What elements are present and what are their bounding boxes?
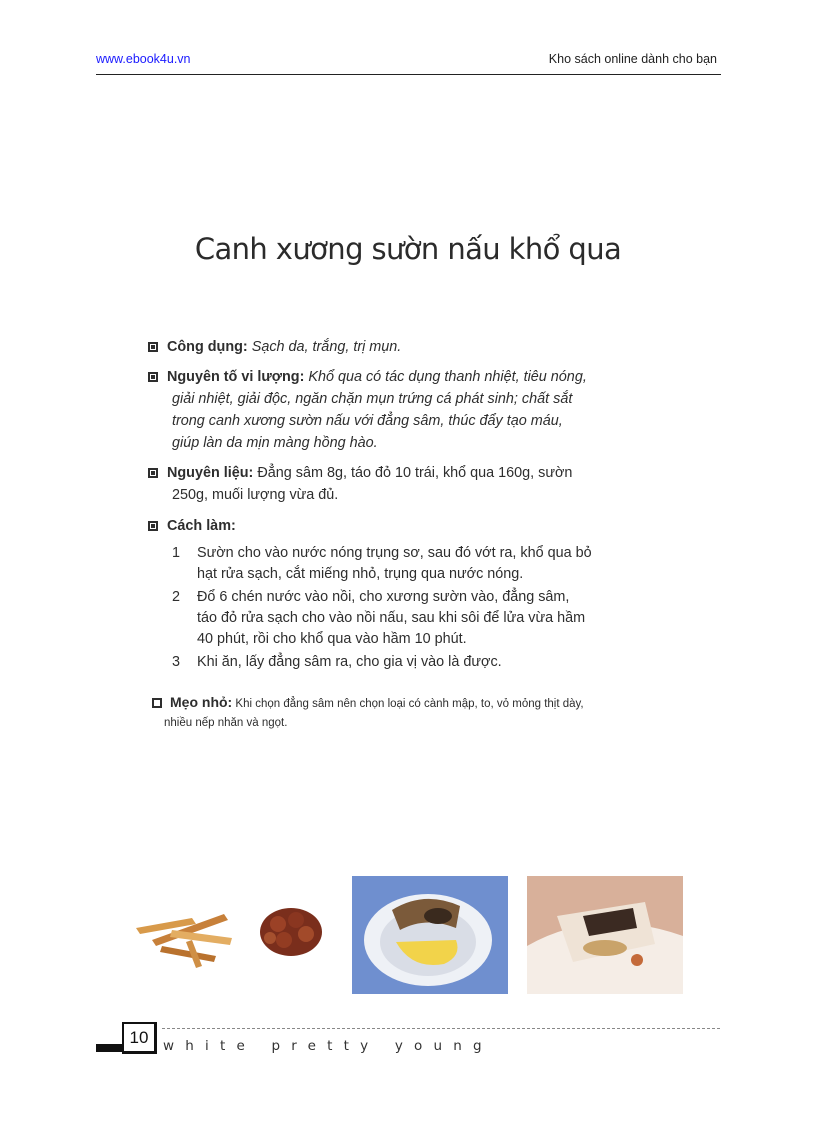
step-number: 1: [172, 545, 181, 561]
bullet-square-icon: [152, 698, 162, 708]
step-line: táo đỏ rửa sạch cho vào nồi nấu, sau khi sôi để lửa vừa hầm: [197, 610, 586, 626]
page-number: 10: [122, 1022, 157, 1054]
step-line: 40 phút, rồi cho khổ qua vào hầm 10 phút.: [197, 631, 467, 647]
meo-nho-label: Mẹo nhỏ:: [170, 694, 233, 710]
step-number: 2: [172, 589, 181, 605]
cong-dung-text: Sạch da, trắng, trị mụn.: [251, 339, 402, 355]
nguyen-to-line: trong canh xương sườn nấu với đẳng sâm, thúc đẩy tạo máu,: [172, 413, 563, 429]
list-item: [172, 587, 662, 650]
cach-lam-label: Cách làm:: [167, 518, 236, 534]
photo-strip: [0, 870, 816, 1000]
nguyen-lieu-label: Nguyên liệu:: [167, 465, 254, 481]
section-cach-lam: [148, 515, 660, 537]
section-meo-nho: [152, 693, 664, 733]
list-item: [172, 543, 662, 585]
section-nguyen-lieu: [148, 462, 660, 506]
nguyen-to-label: Nguyên tố vi lượng:: [167, 369, 305, 385]
page-footer: [96, 1022, 724, 1062]
step-number: 3: [172, 654, 181, 670]
bullet-square-icon: [148, 521, 158, 531]
footer-tagline: white pretty young: [163, 1038, 493, 1054]
recipe-title: Canh xương sườn nấu khổ qua: [194, 232, 622, 266]
soup-bowl-image: [352, 876, 508, 994]
header-tagline: Kho sách online dành cho bạn: [548, 52, 717, 66]
step-line: hạt rửa sạch, cắt miếng nhỏ, trụng qua nước nóng.: [197, 566, 524, 582]
nguyen-to-line: giúp làn da mịn màng hồng hào.: [172, 435, 378, 451]
bullet-square-icon: [148, 468, 158, 478]
footer-divider: [162, 1028, 720, 1029]
nguyen-to-text: Khổ qua có tác dụng thanh nhiệt, tiêu nóng,: [308, 369, 587, 385]
served-dish-image: [527, 876, 683, 994]
site-link[interactable]: www.ebook4u.vn: [96, 52, 191, 66]
bullet-square-icon: [148, 372, 158, 382]
red-dates-image: [256, 900, 326, 960]
step-line: Đổ 6 chén nước vào nồi, cho xương sườn vào, đẳng sâm,: [197, 589, 570, 605]
meo-nho-text: Khi chọn đẳng sâm nên chọn loại có cành mập, to, vỏ mỏng thịt dày,: [235, 698, 584, 710]
dang-sam-roots-image: [132, 900, 240, 970]
steps-list: [172, 543, 662, 675]
cong-dung-label: Công dụng:: [167, 339, 248, 355]
section-cong-dung: [148, 336, 660, 358]
list-item: [172, 652, 662, 673]
nguyen-to-line: giải nhiệt, giải độc, ngăn chặn mụn trứng cá phát sinh; chất sắt: [172, 391, 573, 407]
meo-nho-line2: nhiều nếp nhăn và ngọt.: [164, 717, 288, 729]
bullet-square-icon: [148, 342, 158, 352]
nguyen-lieu-line2: 250g, muối lượng vừa đủ.: [172, 487, 339, 503]
page-header: [96, 50, 721, 75]
step-line: Khi ăn, lấy đẳng sâm ra, cho gia vị vào là được.: [197, 654, 502, 670]
nguyen-lieu-text: Đẳng sâm 8g, táo đỏ 10 trái, khổ qua 160g, sườn: [257, 465, 573, 481]
section-nguyen-to: [148, 366, 660, 454]
step-line: Sườn cho vào nước nóng trụng sơ, sau đó vớt ra, khổ qua bỏ: [197, 545, 592, 561]
